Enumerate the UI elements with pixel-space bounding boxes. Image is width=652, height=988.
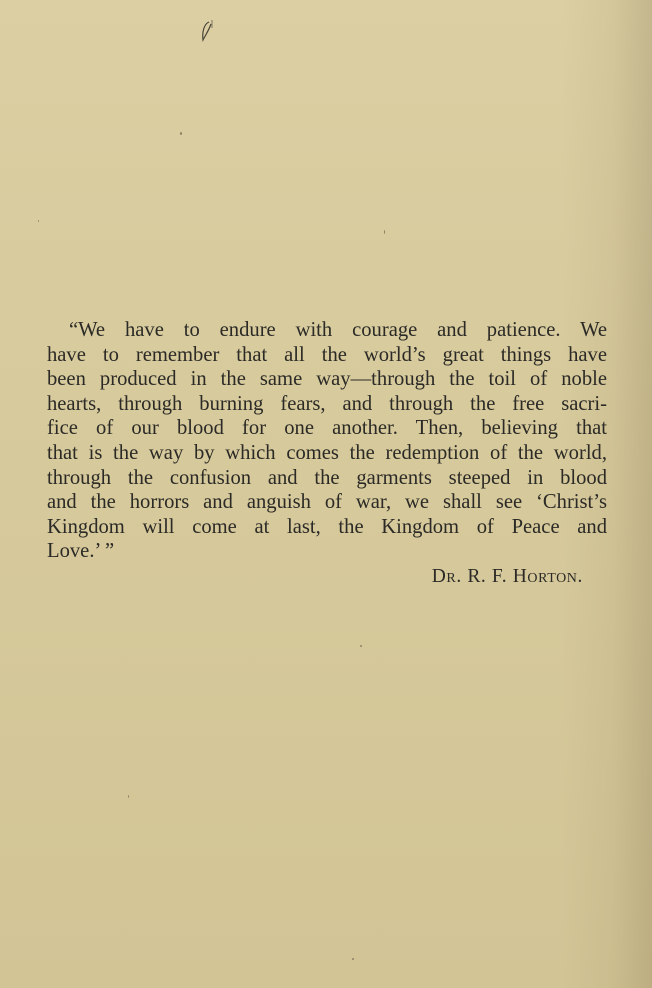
paper-speck bbox=[180, 132, 182, 135]
paper-speck bbox=[384, 230, 385, 234]
quote-line: hearts, through burning fears, and through the free sacri- bbox=[47, 392, 607, 415]
paper-speck bbox=[352, 958, 354, 960]
quote-line: Love.’ ” bbox=[47, 540, 115, 563]
paper-speck bbox=[360, 645, 362, 647]
quote-line: that is the way by which comes the redemption of the world, bbox=[47, 441, 607, 464]
quote-line: Kingdom will come at last, the Kingdom of Peace and bbox=[47, 515, 607, 538]
quote-paragraph bbox=[47, 318, 607, 564]
quote-line: and the horrors and anguish of war, we shall see ‘Christ’s bbox=[47, 491, 607, 514]
paper-speck bbox=[128, 795, 129, 798]
paper-speck bbox=[38, 220, 39, 222]
quote-line: have to remember that all the world’s great things have bbox=[47, 343, 607, 366]
quote-line: been produced in the same way—through the toil of noble bbox=[47, 368, 607, 391]
quote-line: through the confusion and the garments steeped in blood bbox=[47, 466, 607, 489]
quote-line: “We have to endure with courage and patience. We bbox=[69, 319, 607, 341]
quote-line: fice of our blood for one another. Then, believing that bbox=[47, 417, 607, 440]
quote-attribution: Dr. R. F. Horton. bbox=[431, 566, 583, 587]
pencil-mark bbox=[200, 18, 214, 44]
